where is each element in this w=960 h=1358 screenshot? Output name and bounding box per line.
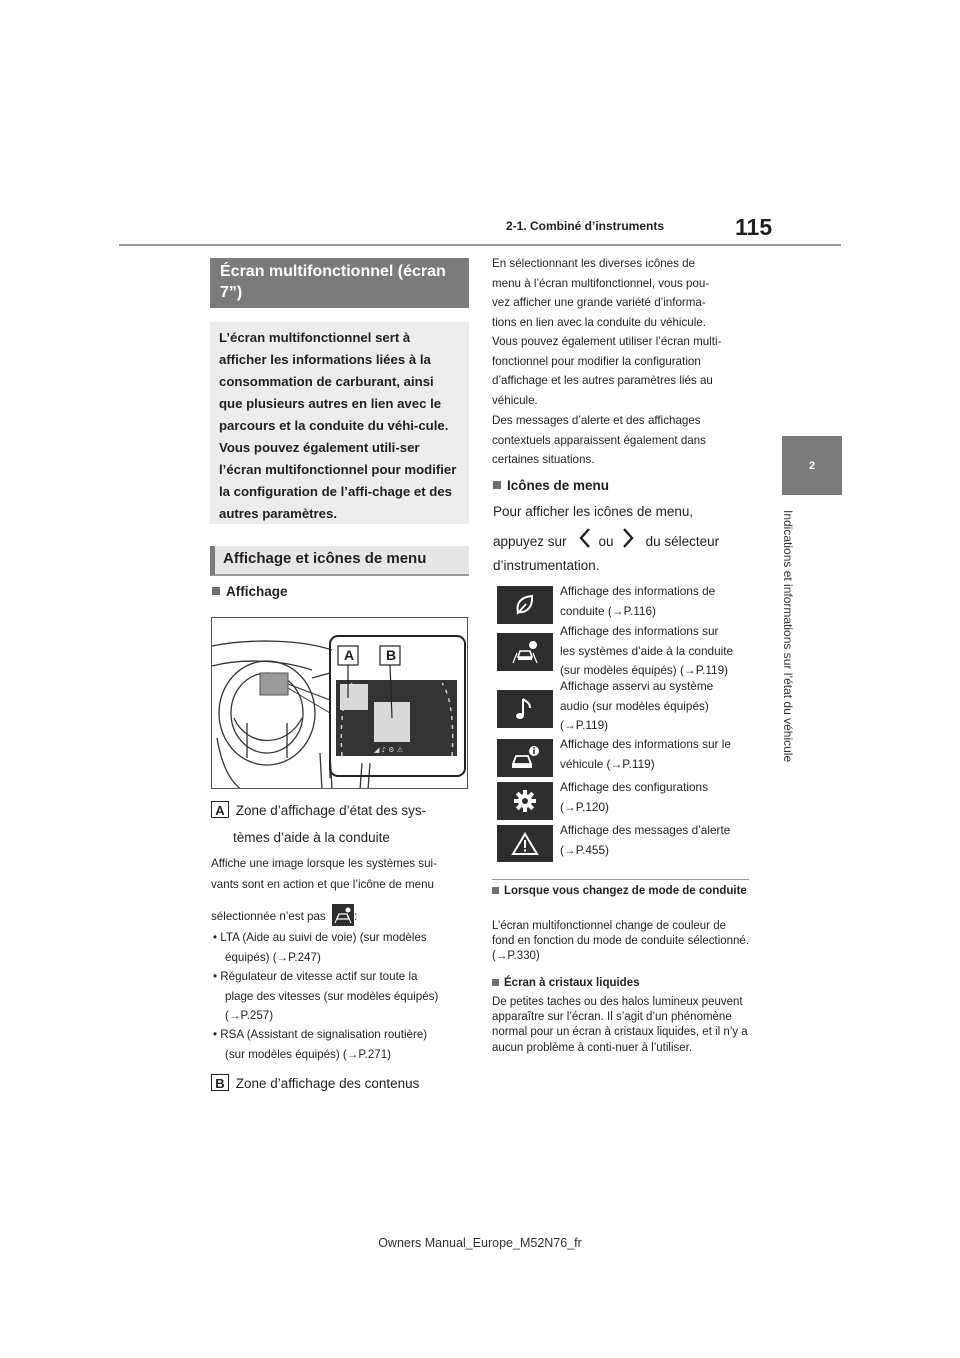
driving-assist-icon <box>497 633 553 671</box>
menu-text-line: Affichage des informations de <box>560 584 716 598</box>
menu-text-vehicle <box>560 735 731 774</box>
dashboard-drawing <box>212 618 468 789</box>
note1-title-text: Lorsque vous changez de mode de conduite <box>504 885 747 897</box>
zone-b-title <box>211 1072 419 1096</box>
letter-a-box: A <box>211 801 229 818</box>
para1-line: vez afficher une grande variété d’informa- <box>492 296 706 309</box>
subheading-menu-icons <box>493 478 609 493</box>
chevron-right-icon <box>622 527 634 557</box>
chapter-side-text: Indications et informations sur l’état du véhicule <box>781 510 795 763</box>
leaf-icon <box>497 586 553 624</box>
subheading-affichage <box>212 584 288 599</box>
bullet-cruise-line2: plage des vitesses (sur modèles équipés) <box>225 989 439 1003</box>
square-bullet-icon <box>492 979 499 986</box>
zone-a-desc-line2: vants sont en action et que l’icône de menu <box>211 878 435 891</box>
callout-a: A <box>343 647 355 663</box>
menu-text-line: Affichage des messages d’alerte <box>560 823 731 837</box>
zone-a-desc-text: sélectionnée n’est pas <box>211 910 326 923</box>
svg-text:◢ ♪ ⚙ ⚠: ◢ ♪ ⚙ ⚠ <box>374 746 404 754</box>
zone-a-title-line2: tèmes d’aide à la conduite <box>233 830 390 845</box>
section-title: 2-1. Combiné d’instruments <box>506 219 665 233</box>
bullet-lta: • LTA (Aide au suivi de voie) (sur modèles équipés) (→P.247) <box>213 928 427 967</box>
footer-doc-id: Owners Manual_Europe_M52N76_fr <box>378 1236 582 1250</box>
menu-text-warning <box>560 821 730 860</box>
para1-line: En sélectionnant les diverses icônes de <box>492 257 696 270</box>
menu-text-line: conduite (→P.116) <box>560 603 656 618</box>
driving-assist-icon <box>332 904 354 926</box>
menu-text-eco <box>560 582 715 621</box>
zone-a-desc-line1: Affiche une image lorsque les systèmes sui- <box>211 857 437 870</box>
para2-line: Des messages d’alerte et des affichages <box>492 414 701 427</box>
menu-text-line: Affichage des configurations <box>560 780 708 794</box>
intro-box: L’écran multifonctionnel sert à afficher les informations liées à la consommation de carburant, ainsi que plusieurs autres en lien avec le parcours et la conduite du véhi-cule. Vous pouvez également utili-ser l’écran multifonctionnel pour modifier la configuration de l’affi-chage et des autres paramètres. <box>210 322 469 524</box>
menu-text-line: Affichage des informations sur <box>560 624 719 638</box>
bullet-rsa: • RSA (Assistant de signalisation routière) (sur modèles équipés) (→P.271) <box>213 1025 427 1064</box>
square-bullet-icon <box>492 887 499 894</box>
instruction-press-text: appuyez sur <box>493 534 567 549</box>
gear-icon <box>497 782 553 820</box>
icons-instruction-line3: d’instrumentation. <box>493 558 600 573</box>
chapter-side-label <box>780 510 810 800</box>
header-rule <box>119 244 841 246</box>
para1-line: Vous pouvez également utiliser l’écran multi- <box>492 335 722 348</box>
bullet-lta-line2: équipés) (→P.247) <box>225 950 321 964</box>
menu-text-line: audio (sur modèles équipés) <box>560 698 709 713</box>
bullet-rsa-line2: (sur modèles équipés) (→P.271) <box>225 1047 392 1061</box>
menu-text-audio <box>560 677 713 736</box>
bullet-lta-line1: LTA (Aide au suivi de voie) (sur modèles <box>220 931 427 944</box>
subheading-menu-icons-text: Icônes de menu <box>507 478 610 493</box>
menu-icon-row-vehicle <box>497 739 553 777</box>
icons-instruction-line1: Pour afficher les icônes de menu, <box>493 504 694 519</box>
bullet-cruise-line3: (→P.257) <box>225 1009 274 1022</box>
menu-icon-row-audio <box>497 690 553 728</box>
music-note-icon <box>497 690 553 728</box>
chevron-left-icon <box>579 527 591 557</box>
bullet-cruise-line1: Régulateur de vitesse actif sur toute la <box>220 970 418 983</box>
page-number: 115 <box>735 214 773 240</box>
warning-icon <box>497 825 553 862</box>
para1-line: menu à l’écran multifonctionnel, vous pou- <box>492 276 710 290</box>
para2-line: certaines situations. <box>492 453 595 466</box>
instruction-or-text: ou <box>598 534 614 549</box>
note1-title <box>492 884 750 899</box>
menu-text-settings <box>560 778 708 817</box>
right-para1 <box>492 254 762 410</box>
heading-display-menu-icons: Affichage et icônes de menu <box>210 546 469 576</box>
menu-text-line: (→P.455) <box>560 842 609 857</box>
zone-b-title-text: Zone d’affichage des contenus <box>235 1076 420 1091</box>
para1-line: d’affichage et les autres paramètres liés au <box>492 374 713 387</box>
menu-text-line: Affichage asservi au système <box>560 679 714 693</box>
bullet-rsa-line1: RSA (Assistant de signalisation routière) <box>220 1028 428 1041</box>
notes-rule <box>492 879 749 880</box>
right-para2 <box>492 411 762 470</box>
zone-a-title <box>211 799 471 823</box>
square-bullet-icon <box>212 587 220 595</box>
icons-instruction-line2 <box>493 527 719 557</box>
menu-text-line: les systèmes d’aide à la conduite <box>560 643 734 658</box>
bullet-cruise: • Régulateur de vitesse actif sur toute la plage des vitesses (sur modèles équipés) (→P.257) <box>213 967 438 1026</box>
menu-icon-row-assist <box>497 633 553 671</box>
callout-b: B <box>385 647 397 663</box>
zone-a-title-line1: Zone d’affichage d’état des sys- <box>235 803 427 818</box>
menu-icon-row-eco <box>497 586 553 624</box>
menu-icon-row-warning <box>497 825 553 862</box>
car-info-icon <box>497 739 553 777</box>
square-bullet-icon <box>493 481 501 489</box>
menu-text-line: (→P.120) <box>560 799 609 814</box>
note1-text: L’écran multifonctionnel change de couleur de fond en fonction du mode de conduite sélectionné. (→P.330) <box>492 920 750 963</box>
subheading-affichage-text: Affichage <box>226 584 288 599</box>
menu-text-line: (sur modèles équipés) (→P.119) <box>560 663 729 677</box>
dashboard-illustration <box>211 617 468 789</box>
menu-text-line: (→P.119) <box>560 718 609 732</box>
letter-b-box: B <box>211 1074 229 1091</box>
para2-line: contextuels apparaissent également dans <box>492 433 706 447</box>
para1-line: fonctionnel pour modifier la configuration <box>492 354 701 368</box>
instruction-selector-text: du sélecteur <box>645 534 720 549</box>
note2-text: De petites taches ou des halos lumineux peuvent apparaître sur l’écran. Il s’agit d’un phénomène normal pour un écran à cristaux liquides, et il n’y a aucun problème à conti-nuer à l’utiliser. <box>492 996 748 1054</box>
chapter-tab: 2 <box>782 436 842 495</box>
menu-text-line: Affichage des informations sur le <box>560 737 731 751</box>
heading-multifunction-screen: Écran multifonctionnel (écran 7”) <box>210 258 469 308</box>
note2-title <box>492 976 750 991</box>
para1-line: véhicule. <box>492 393 538 407</box>
para1-line: tions en lien avec la conduite du véhicule. <box>492 315 706 329</box>
menu-text-line: véhicule (→P.119) <box>560 756 655 771</box>
menu-icon-row-settings <box>497 782 553 820</box>
menu-text-assist <box>560 622 733 681</box>
zone-a-desc-line3: sélectionnée n’est pas : <box>211 904 357 927</box>
note2-title-text: Écran à cristaux liquides <box>504 977 640 989</box>
